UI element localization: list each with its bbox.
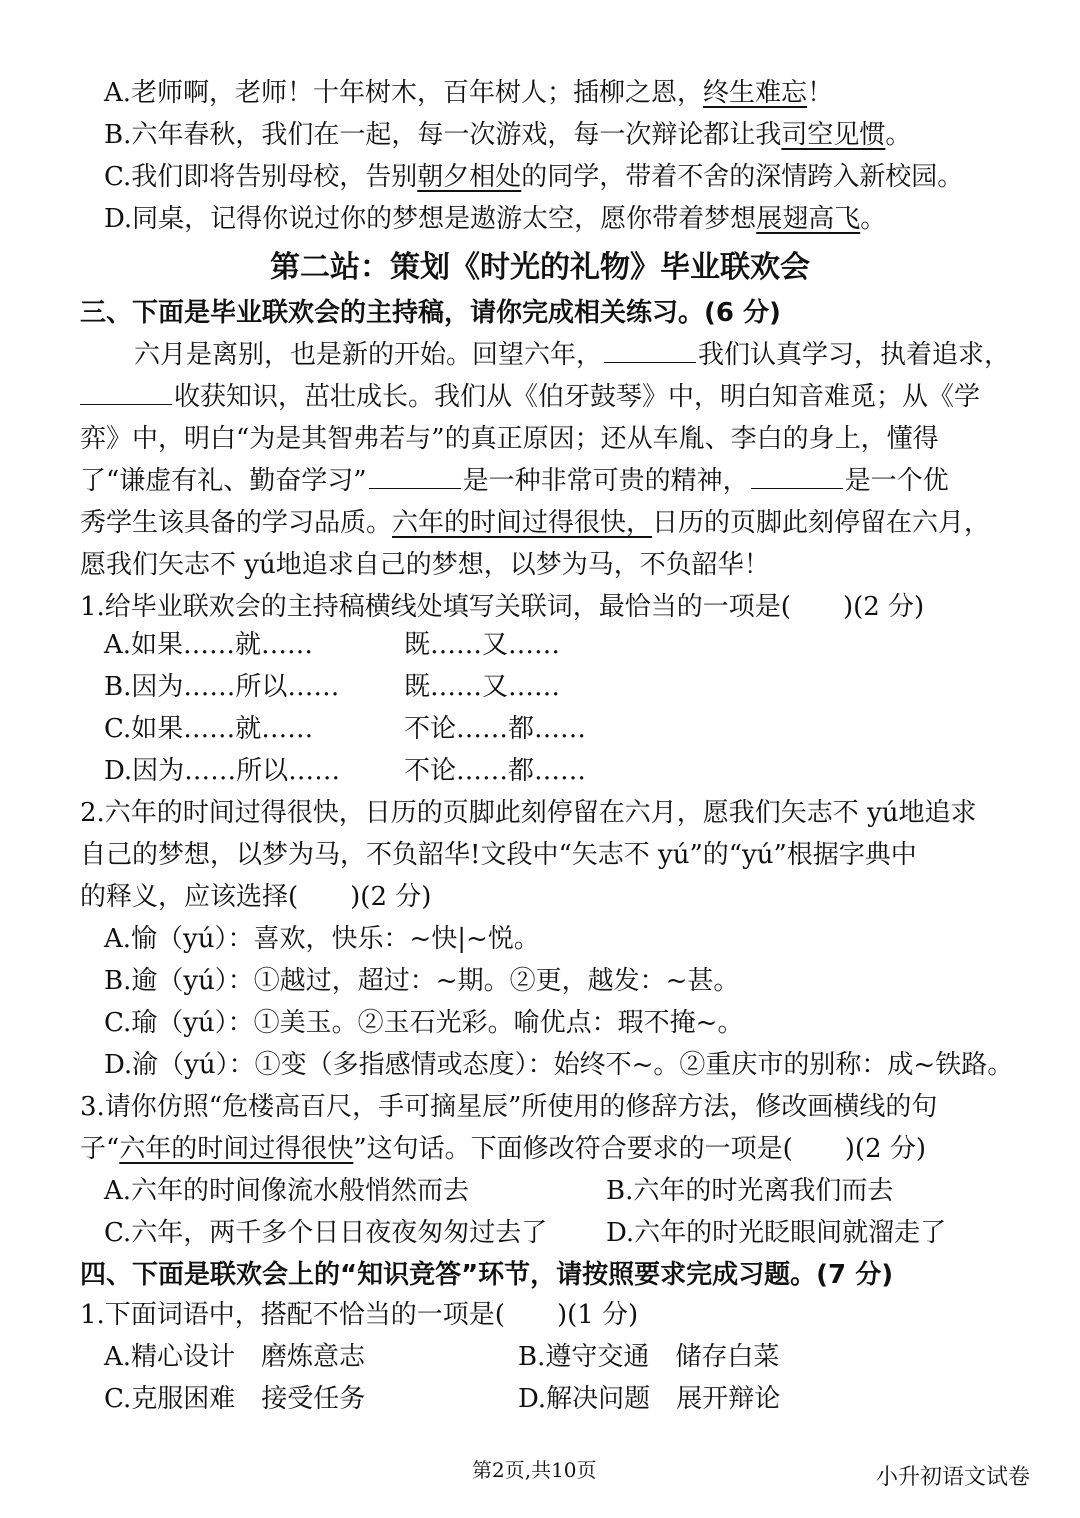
blank-4[interactable]	[751, 464, 843, 489]
passage-text: 六月是离别，也是新的开始。回望六年，	[134, 340, 603, 370]
option-b-text: B.六年春秋，我们在一起，每一次游戏，每一次辩论都让我	[104, 120, 782, 150]
option-label: A.精心设计	[104, 1342, 236, 1372]
option-d	[104, 202, 886, 236]
q2-option-c: C.瑜（yú）：①美玉。②玉石光彩。喻优点：瑕不掩~。	[104, 1008, 744, 1038]
question-3-line-1: 3.请你仿照“危楼高百尺，手可摘星辰”所使用的修辞方法，修改画横线的句	[80, 1092, 938, 1122]
question-2-line-2: 自己的梦想，以梦为马，不负韶华!文段中“矢志不 yú”的“yú”根据字典中	[80, 840, 917, 870]
option-c-underlined: 朝夕相处	[417, 162, 522, 192]
option-second: 展开辩论	[676, 1384, 781, 1414]
q4-option-b	[518, 1340, 779, 1374]
question-text: 的释义，应该选择(	[80, 882, 299, 912]
q2-option-a: A.愉（yú）：喜欢，快乐：~快|~悦。	[104, 924, 540, 954]
question-text: 1.给毕业联欢会的主持稿横线处填写关联词，最恰当的一项是(	[80, 592, 791, 622]
option-label: C.克服困难	[104, 1384, 236, 1414]
q1-option-c-left: C.如果……就……	[104, 714, 314, 744]
option-b-end: 。	[885, 120, 912, 150]
q4-option-a	[104, 1340, 365, 1374]
passage-underlined-sentence: 六年的时间过得很快，	[392, 508, 653, 538]
q1-option-d-right: 不论……都……	[404, 756, 587, 786]
option-b	[104, 118, 911, 152]
q1-option-b-left: B.因为……所以……	[104, 672, 340, 702]
option-label: B.遵守交通	[518, 1342, 650, 1372]
question-1-stem	[80, 590, 924, 624]
blank-3[interactable]	[369, 464, 461, 489]
option-c-end: 的同学，带着不舍的深情跨入新校园。	[521, 162, 964, 192]
page-number: 第2页,共10页	[472, 1458, 597, 1482]
question-text: ”这句话。下面修改符合要求的一项是(	[353, 1134, 793, 1164]
option-c-text: C.我们即将告别母校，告别	[104, 162, 418, 192]
passage-text: 是一个优	[844, 466, 949, 496]
q3-option-b: B.六年的时光离我们而去	[606, 1176, 894, 1206]
passage-text: 日历的页脚此刻停留在六月，	[652, 508, 991, 538]
option-d-end: 。	[860, 204, 887, 234]
passage-text: 是一种非常可贵的精神，	[462, 466, 749, 496]
question-2-line-1: 2.六年的时间过得很快，日历的页脚此刻停留在六月，愿我们矢志不 yú地追求	[80, 798, 977, 828]
q1-option-a-right: 既……又……	[404, 630, 561, 660]
q1-option-b-right: 既……又……	[404, 672, 561, 702]
quoted-underlined-sentence: 六年的时间过得很快	[119, 1134, 354, 1164]
q4-option-d	[518, 1382, 780, 1416]
option-b-underlined: 司空见惯	[781, 120, 886, 150]
option-a-text: A.老师啊，老师！十年树木，百年树人；插柳之恩，	[104, 78, 704, 108]
q4-option-c	[104, 1382, 365, 1416]
question-score: )(2 分)	[350, 882, 432, 912]
q2-option-d: D.渝（yú）：①变（多指感情或态度）：始终不~。②重庆市的别称：成~铁路。	[104, 1050, 1014, 1080]
question-score: )(2 分)	[844, 1134, 926, 1164]
option-c	[104, 160, 963, 194]
passage-line-2	[80, 380, 980, 414]
passage-line-5	[80, 506, 990, 540]
q3-option-d: D.六年的时光眨眼间就溜走了	[606, 1218, 947, 1248]
station-title: 第二站：策划《时光的礼物》毕业联欢会	[270, 250, 810, 285]
q1-option-a-left: A.如果……就……	[104, 630, 314, 660]
passage-line-4	[80, 464, 949, 498]
option-label: D.解决问题	[518, 1384, 651, 1414]
exam-title: 小升初语文试卷	[876, 1465, 1031, 1490]
q2-option-b: B.逾（yú）：①越过，超过：~期。②更，越发：~甚。	[104, 966, 740, 996]
q3-option-a: A.六年的时间像流水般悄然而去	[104, 1176, 470, 1206]
passage-text: 秀学生该具备的学习品质。	[80, 508, 393, 538]
option-second: 接受任务	[261, 1384, 366, 1414]
blank-1[interactable]	[604, 338, 696, 363]
passage-text: 收获知识，茁壮成长。我们从《伯牙鼓琴》中，明白知音难觅；从《学	[174, 382, 981, 412]
passage-line-1	[134, 338, 1010, 372]
option-second: 磨炼意志	[261, 1342, 366, 1372]
q1-option-c-right: 不论……都……	[404, 714, 587, 744]
passage-text: 了“谦虚有礼、勤奋学习”	[80, 466, 367, 496]
question-score: )(2 分)	[842, 592, 925, 622]
passage-text: 我们认真学习，执着追求，	[698, 340, 1011, 370]
section-four-heading: 四、下面是联欢会上的“知识竞答”环节，请按照要求完成习题。(7 分)	[80, 1260, 894, 1290]
question-text: 1.下面词语中，搭配不恰当的一项是(	[80, 1300, 505, 1330]
question-3-line-2	[80, 1132, 926, 1166]
option-a	[104, 76, 833, 110]
option-d-underlined: 展翅高飞	[756, 204, 861, 234]
option-a-end: ！	[807, 78, 834, 108]
question-4-1-stem	[80, 1298, 638, 1332]
option-a-underlined: 终生难忘	[703, 78, 808, 108]
q3-option-c: C.六年，两千多个日日夜夜匆匆过去了	[104, 1218, 548, 1248]
option-second: 储存白菜	[675, 1342, 780, 1372]
section-three-heading: 三、下面是毕业联欢会的主持稿，请你完成相关练习。(6 分)	[80, 298, 781, 328]
option-d-text: D.同桌，记得你说过你的梦想是遨游太空，愿你带着梦想	[104, 204, 757, 234]
passage-line-6: 愿我们矢志不 yú地追求自己的梦想，以梦为马，不负韶华！	[80, 550, 770, 580]
question-text: 子“	[80, 1134, 120, 1164]
passage-line-3: 弈》中，明白“为是其智弗若与”的真正原因；还从车胤、李白的身上，懂得	[80, 424, 939, 454]
blank-2[interactable]	[80, 380, 172, 405]
question-score: )(1 分)	[556, 1300, 639, 1330]
q1-option-d-left: D.因为……所以……	[104, 756, 341, 786]
question-2-line-3	[80, 880, 431, 914]
